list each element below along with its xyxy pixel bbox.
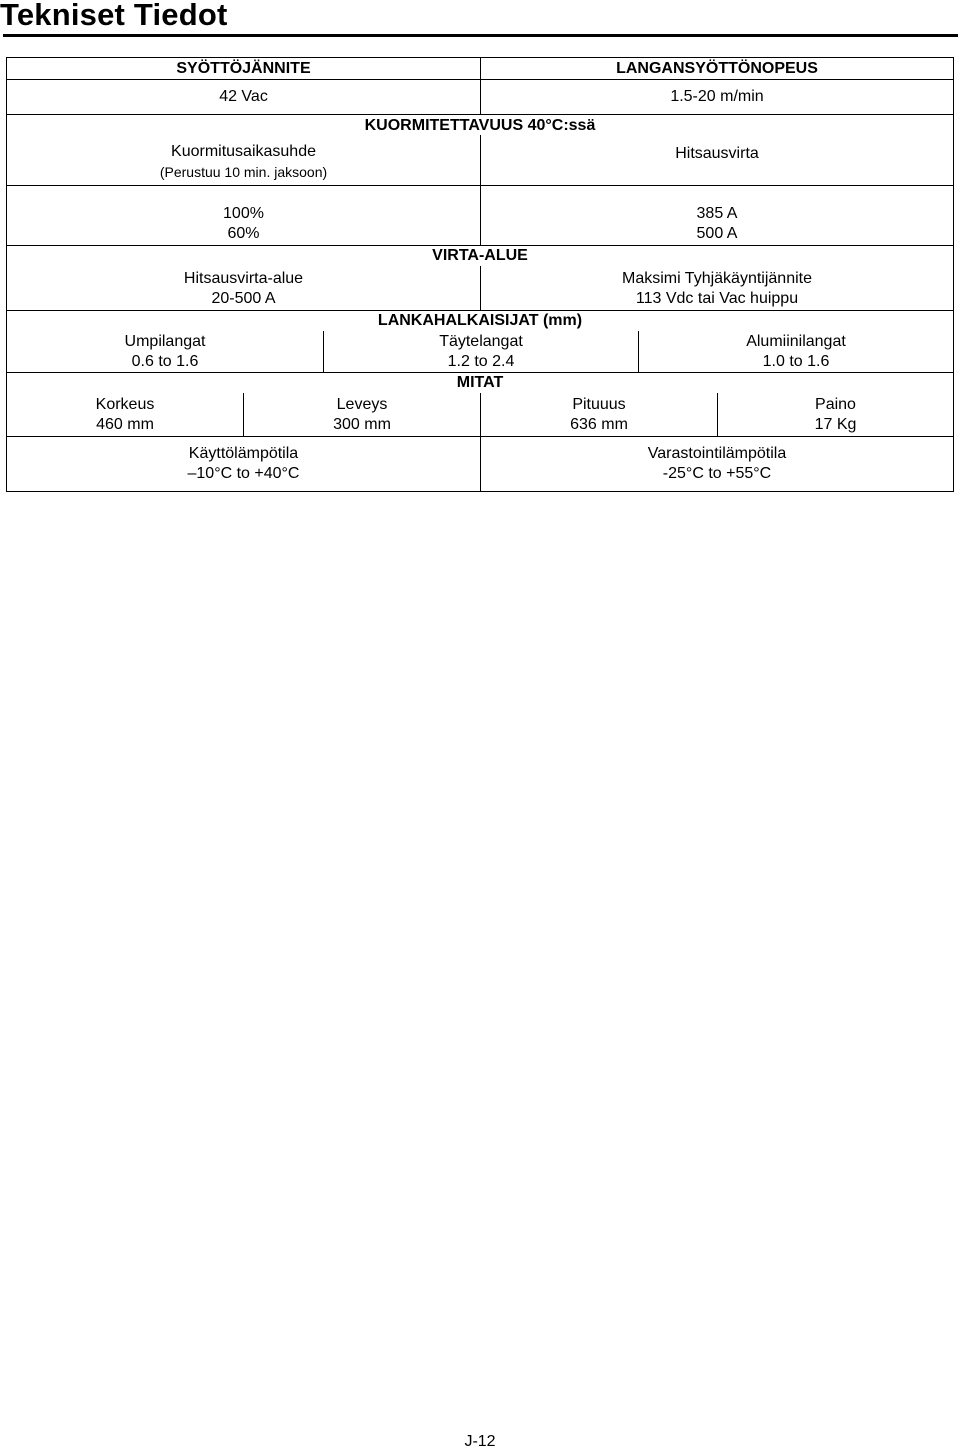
duty-cycle-100: 100% (223, 205, 264, 222)
operating-temperature-block (7, 442, 480, 486)
solid-wires-value: 0.6 to 1.6 (131, 353, 199, 370)
supply-voltage-value: 42 Vac (219, 88, 268, 105)
current-385: 385 A (696, 205, 738, 222)
dimensions-header: MITAT (456, 374, 504, 391)
duty-cycle-note: (Perustuu 10 min. jaksoon) (159, 164, 328, 180)
height-value: 460 mm (96, 416, 154, 433)
wire-diameters-header: LANKAHALKAISIJAT (mm) (377, 312, 583, 329)
height-label: Korkeus (95, 396, 155, 413)
duty-cycle-60: 60% (227, 225, 260, 242)
cored-wires-label: Täytelangat (439, 333, 523, 350)
operating-temperature-label: Käyttölämpötila (188, 445, 299, 462)
solid-wires-label: Umpilangat (124, 333, 206, 350)
duty-cycle-label: Kuormitusaikasuhde (171, 143, 316, 160)
title-rule (3, 34, 958, 37)
width-label: Leveys (336, 396, 388, 413)
welding-current-label: Hitsausvirta (675, 145, 759, 162)
current-range-label: Hitsausvirta-alue (183, 269, 304, 287)
row-divider (7, 114, 953, 115)
specifications-table (6, 57, 954, 492)
rated-output-header: KUORMITETTAVUUS 40°C:ssä (364, 117, 596, 134)
length-block (481, 394, 717, 436)
open-circuit-voltage-block (481, 267, 953, 310)
welding-current-values (481, 203, 953, 245)
width-block (244, 394, 480, 436)
cored-wires-block (324, 332, 638, 372)
current-500: 500 A (696, 225, 738, 242)
solid-wires-block (7, 332, 323, 372)
wire-feed-speed-value: 1.5-20 m/min (670, 88, 764, 105)
aluminium-wires-value: 1.0 to 1.6 (762, 353, 830, 370)
aluminium-wires-label: Alumiinilangat (746, 333, 846, 350)
aluminium-wires-block (639, 332, 953, 372)
page-number: J-12 (464, 1433, 496, 1450)
length-label: Pituuus (572, 396, 626, 413)
cored-wires-value: 1.2 to 2.4 (447, 353, 515, 370)
width-value: 300 mm (333, 416, 391, 433)
operating-temperature-value: –10°C to +40°C (187, 465, 300, 482)
height-block (7, 394, 243, 436)
ocv-label: Maksimi Tyhjäkäyntijännite (621, 269, 812, 287)
wire-feed-speed-header: LANGANSYÖTTÖNOPEUS (616, 59, 818, 77)
storage-temperature-block (481, 442, 953, 486)
weight-block (718, 394, 953, 436)
supply-voltage-header: SYÖTTÖJÄNNITE (176, 59, 311, 77)
storage-temperature-label: Varastointilämpötila (647, 445, 787, 462)
weight-label: Paino (815, 396, 856, 413)
output-range-header: VIRTA-ALUE (432, 247, 528, 264)
length-value: 636 mm (570, 416, 628, 433)
current-range-value: 20-500 A (211, 289, 276, 307)
duty-cycle-label-block (7, 140, 480, 184)
duty-cycle-values (7, 203, 480, 245)
storage-temperature-value: -25°C to +55°C (662, 465, 772, 482)
page-title: Tekniset Tiedot (0, 0, 228, 32)
current-range-block (7, 267, 480, 310)
weight-value: 17 Kg (814, 416, 857, 433)
ocv-value: 113 Vdc tai Vac huippu (635, 289, 799, 307)
